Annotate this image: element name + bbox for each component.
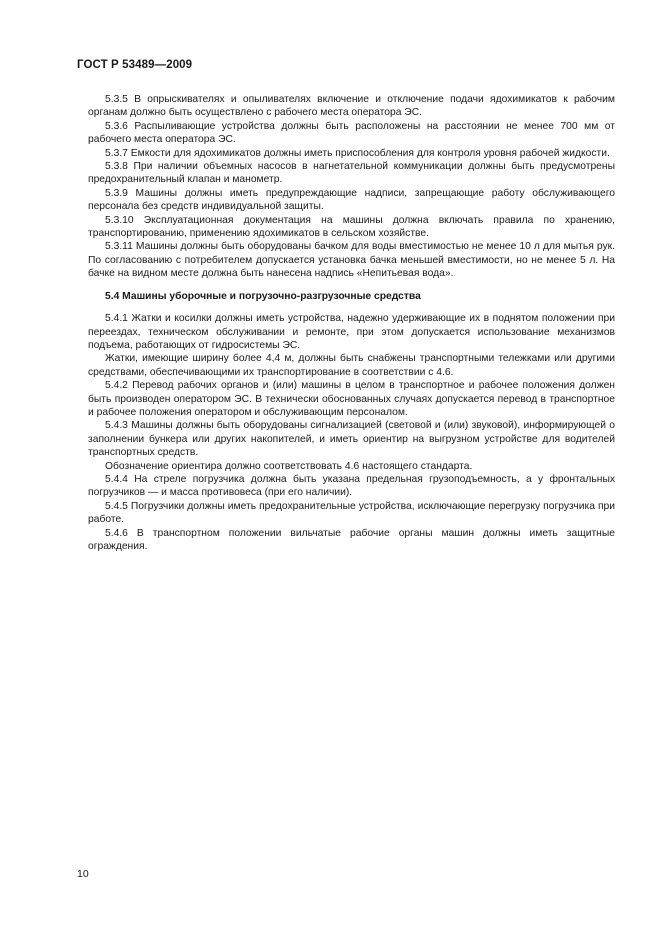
clause-5-4-5: 5.4.5 Погрузчики должны иметь предохранительные устройства, исключающие перегрузку погрузчика при работе.	[88, 500, 615, 526]
clause-5-4-4: 5.4.4 На стреле погрузчика должна быть указана предельная грузоподъемность, а у фронтальных погрузчиков — и масса противовеса (при его наличии).	[88, 473, 615, 499]
clause-5-4-6: 5.4.6 В транспортном положении вильчатые рабочие органы машин должны иметь защитные ограждения.	[88, 527, 615, 552]
clause-5-3-7: 5.3.7 Емкости для ядохимикатов должны иметь приспособления для контроля уровня рабочей жидкости.	[105, 147, 610, 159]
document-code-header: ГОСТ Р 53489—2009	[77, 59, 193, 71]
clause-5-3-10: 5.3.10 Эксплуатационная документация на машины должна включать правила по хранению, транспортированию, применению ядохимикатов в сельском хозяйстве.	[88, 214, 615, 240]
clause-5-3-9: 5.3.9 Машины должны иметь предупреждающие надписи, запрещающие работу обслуживающего персонала без средств индивидуальной защиты.	[88, 187, 615, 213]
page-number: 10	[77, 868, 89, 880]
section-heading: 5.4 Машины уборочные и погрузочно-разгрузочные средства	[105, 290, 421, 302]
clause-5-4-3: 5.4.3 Машины должны быть оборудованы сигнализацией (световой и (или) звуковой), информирующей о заполнении бункера или других накопителей, и иметь ориентир на выгрузном устройстве для водителей транспортных средств.	[88, 420, 615, 459]
clause-5-3-5: 5.3.5 В опрыскивателях и опыливателях включение и отключение подачи ядохимикатов к рабочим органам должно быть осуществлено с рабочего места оператора ЭС.	[88, 94, 615, 119]
clause-5-3-8: 5.3.8 При наличии объемных насосов в нагнетательной коммуникации должны быть предусмотрены предохранительный клапан и манометр.	[88, 161, 615, 186]
clause-5-3-11: 5.3.11 Машины должны быть оборудованы бачком для воды вместимостью не менее 10 л для мытья рук. По согласованию с потребителем допускается установка бачка меньшей вместимости, но не менее 5 л. На бачке на видном месте должна быть нанесена надпись «Непитьевая вода».	[88, 241, 615, 280]
clause-5-4-1-note: Жатки, имеющие ширину более 4,4 м, должны быть снабжены транспортными тележками или другими средствами, обеспечивающими их транспортирование в соответствии с 4.6.	[88, 353, 615, 378]
page-content	[88, 93, 615, 553]
clause-5-4-1: 5.4.1 Жатки и косилки должны иметь устройства, надежно удерживающие их в поднятом положении при переездах, техническом обслуживании и ремонте, при этом допускается использование механизмов подъема, работающих от гидросистемы ЭС.	[88, 313, 615, 351]
clause-5-3-6: 5.3.6 Распыливающие устройства должны быть расположены на расстоянии не менее 700 мм от рабочего места оператора ЭС.	[88, 120, 615, 146]
clause-5-4-3-note: Обозначение ориентира должно соответствовать 4.6 настоящего стандарта.	[105, 460, 473, 472]
clause-5-4-2: 5.4.2 Перевод рабочих органов и (или) машины в целом в транспортное и рабочее положения должен быть производен оператором ЭС. В технически обоснованных случаях допускается перевод в транспортное и рабочее положения оператором и обслуживающим персоналом.	[88, 380, 615, 418]
